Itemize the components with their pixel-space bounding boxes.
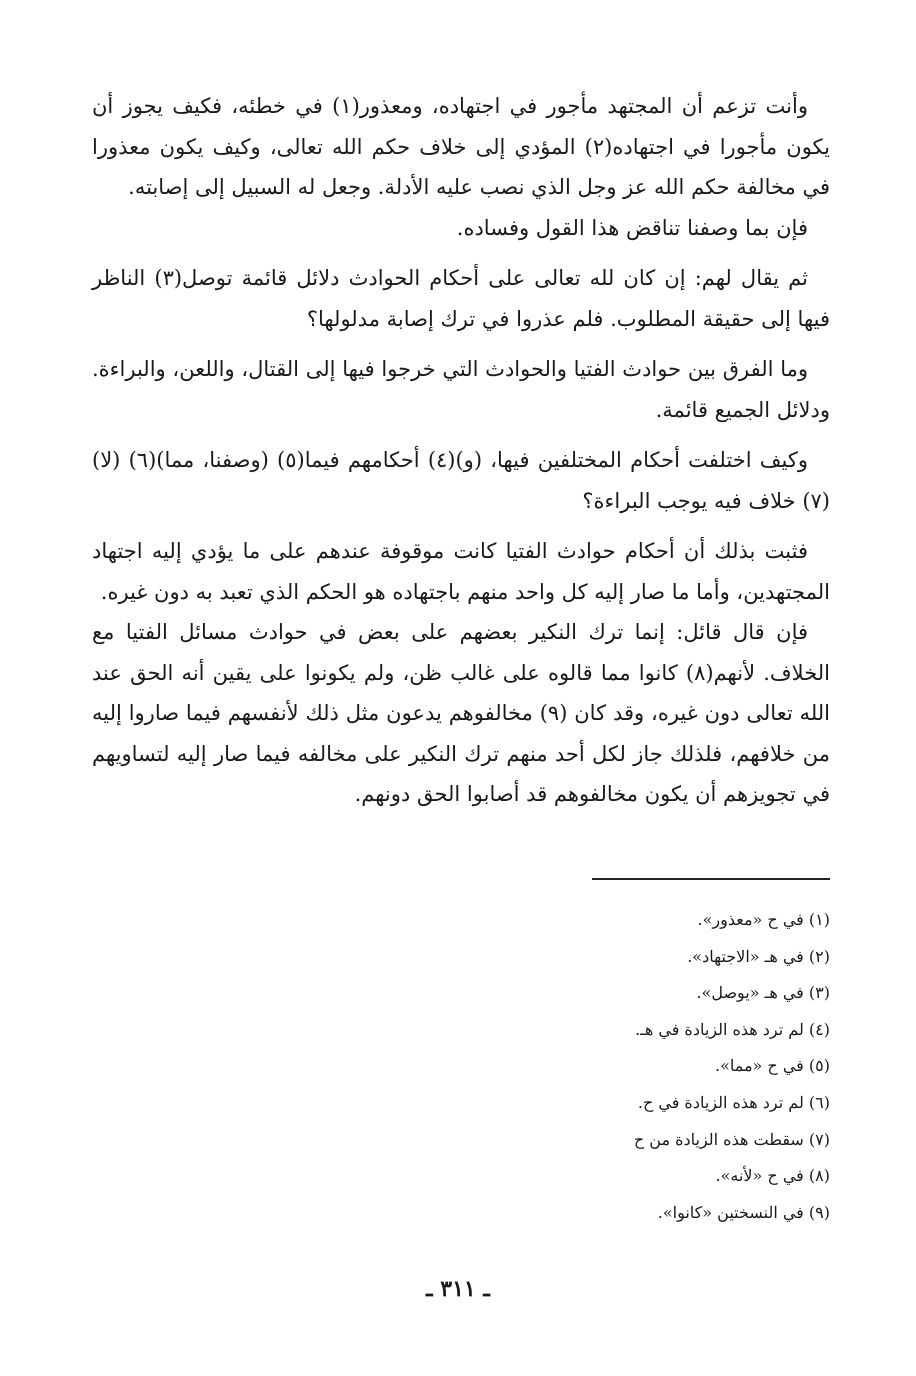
footnote-7: (٧) سقطت هذه الزيادة من ح	[633, 1129, 830, 1149]
footnote-6: (٦) لم ترد هذه الزيادة في ح.	[637, 1092, 830, 1112]
paragraph-7: فإن قال قائل: إنما ترك النكير بعضهم على بعض في حوادث مسائل الفتيا مع الخلاف. لأنهم(٨) كانوا مما قالوه على غالب ظن، ولم يكونوا على يقين أنه الحق عند الله تعالى دون غيره، وقد كان (٩) مخالفوهم يدعون مثل ذلك لأنفسهم فيما صاروا إليه من خلافهم، فلذلك جاز لكل أحد منهم ترك النكير على مخالفه فيما صار إليه لتساويهم في تجويزهم أن يكون مخالفوهم قد أصابوا الحق دونهم.	[92, 620, 831, 806]
footnote-1: (١) في ح «معذور».	[697, 910, 830, 929]
footnote-divider	[592, 878, 830, 880]
footnote-5: (٥) في ح «مما».	[714, 1056, 830, 1076]
footnote-9: (٩) في النسختين «كانوا».	[657, 1202, 830, 1222]
footnote-2: (٢) في هـ «الاجتهاد».	[687, 946, 830, 966]
footnote-4: (٤) لم ترد هذه الزيادة في هـ.	[635, 1019, 830, 1039]
footnotes-list	[470, 902, 830, 1231]
paragraph-2: فإن بما وصفنا تناقض هذا القول وفساده.	[456, 215, 808, 240]
page-number: ـ ٣١١ ـ	[426, 1276, 490, 1302]
paragraph-4: وما الفرق بين حوادث الفتيا والحوادث التي خرجوا فيها إلى القتال، واللعن، والبراءة. ودلائل الجميع قائمة.	[92, 357, 830, 422]
paragraph-5: وكيف اختلفت أحكام المختلفين فيها، (و)(٤) أحكامهم فيما(٥) (وصفنا، مما)(٦) (لا)(٧) خلاف فيه يوجب البراءة؟	[92, 448, 830, 513]
paragraph-6: فثبت بذلك أن أحكام حوادث الفتيا كانت موقوفة عندهم على ما يؤدي إليه اجتهاد المجتهدين، وأما ما صار إليه كل واحد منهم باجتهاده هو الحكم الذي تعبد به دون غيره.	[92, 539, 830, 604]
paragraph-3: ثم يقال لهم: إن كان لله تعالى على أحكام الحوادث دلائل قائمة توصل(٣) الناظر فيها إلى حقيقة المطلوب. فلم عذروا في ترك إصابة مدلولها؟	[92, 266, 830, 331]
paragraph-1: وأنت تزعم أن المجتهد مأجور في اجتهاده، ومعذور(١) في خطئه، فكيف يجوز أن يكون مأجورا في اجتهاده(٢) المؤدي إلى خلاف حكم الله تعالى، وكيف يكون معذورا في مخالفة حكم الله عز وجل الذي نصب عليه الأدلة. وجعل له السبيل إلى إصابته.	[92, 94, 831, 199]
footnote-3: (٣) في هـ «يوصل».	[696, 983, 830, 1003]
footnote-8: (٨) في ح «لأنه».	[715, 1166, 830, 1186]
main-text	[92, 86, 830, 815]
